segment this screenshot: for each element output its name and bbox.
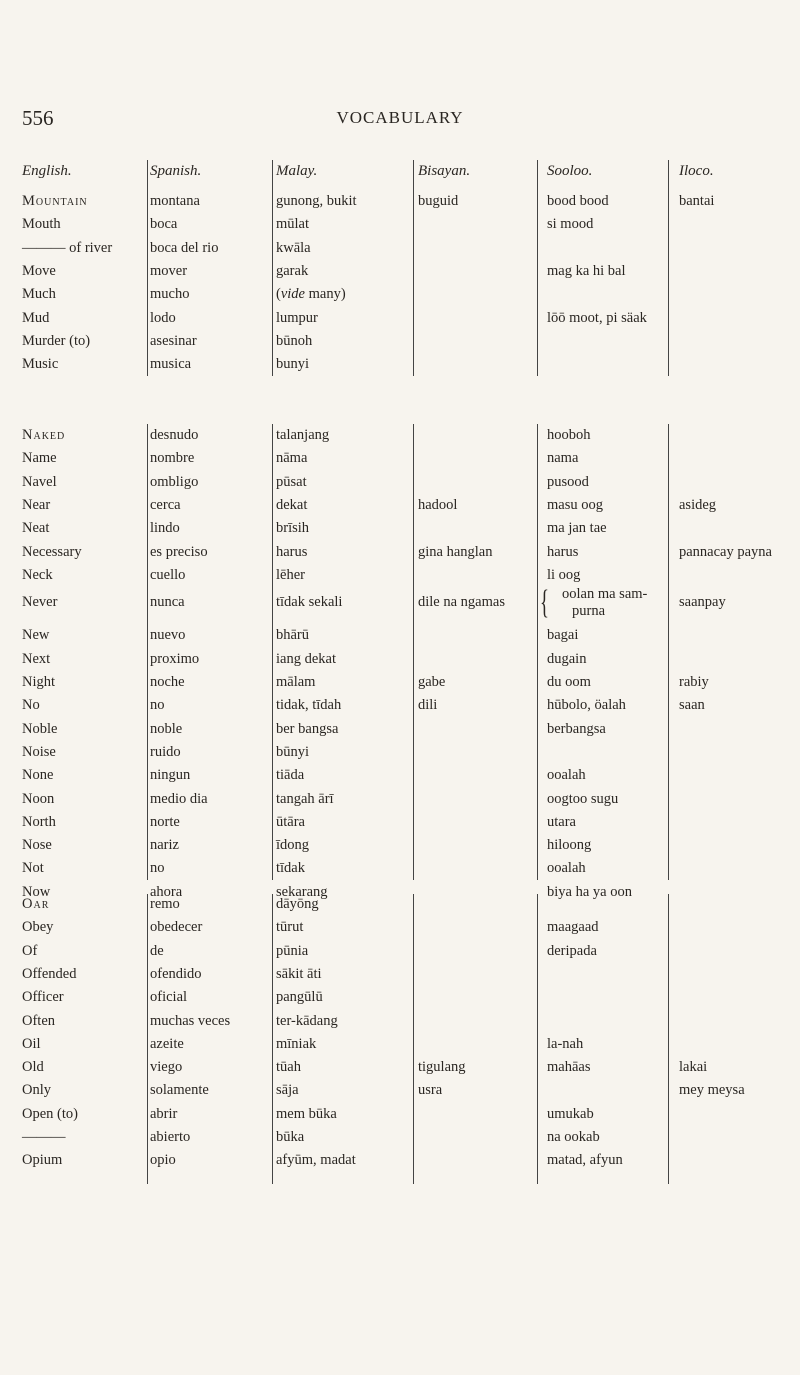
cell-sooloo: oolan ma sam- purna: [562, 586, 648, 620]
table-row: [0, 333, 800, 357]
cell-spanish: ningun: [150, 767, 191, 784]
cell-bisayan: dile na ngamas: [418, 594, 505, 611]
table-row: [0, 896, 800, 920]
cell-spanish: nariz: [150, 837, 179, 854]
cell-english: Now: [22, 883, 51, 900]
table-row: [0, 310, 800, 334]
cell-malay: tangah ārī: [276, 790, 334, 807]
cell-english: Music: [22, 356, 59, 373]
cell-iloco: lakai: [679, 1059, 708, 1076]
cell-sooloo: ooalah: [547, 860, 586, 877]
cell-spanish: oficial: [150, 989, 188, 1006]
cell-spanish: norte: [150, 813, 180, 830]
cell-english: Move: [22, 262, 56, 279]
cell-sooloo: hūbolo, öalah: [547, 697, 626, 714]
cell-english: Oil: [22, 1035, 41, 1052]
header-iloco: Iloco.: [679, 163, 714, 179]
cell-bisayan: gabe: [418, 674, 446, 690]
cell-malay: nāma: [276, 450, 308, 467]
cell-malay: lumpur: [276, 309, 318, 326]
cell-malay: iang dekat: [276, 650, 336, 667]
cell-bisayan: usra: [418, 1082, 443, 1099]
cell-english: ——— of river: [22, 239, 113, 256]
cell-spanish: desnudo: [150, 427, 199, 443]
cell-spanish: lindo: [150, 520, 180, 537]
cell-malay: dāyōng: [276, 896, 319, 912]
cell-english: Nose: [22, 837, 52, 854]
table-row: [0, 474, 800, 498]
cell-sooloo: oogtoo sugu: [547, 790, 619, 807]
table-row: [0, 627, 800, 651]
cell-english: Opium: [22, 1152, 63, 1169]
table-row: [0, 450, 800, 474]
table-row: [0, 674, 800, 698]
cell-spanish: abierto: [150, 1129, 191, 1145]
cell-iloco: saan: [679, 697, 705, 714]
cell-sooloo: hooboh: [547, 427, 591, 443]
cell-english: Much: [22, 286, 56, 303]
table-row: [0, 860, 800, 884]
table-row: [0, 814, 800, 838]
header-bisayan: Bisayan.: [418, 163, 471, 179]
table-row: [0, 1129, 800, 1153]
page-number: 556: [22, 106, 54, 130]
cell-english: Murder (to): [22, 332, 91, 349]
cell-bisayan: tigulang: [418, 1059, 466, 1076]
cell-sooloo: bagai: [547, 627, 579, 644]
table-row: [0, 943, 800, 967]
cell-malay: mūlat: [276, 216, 310, 233]
cell-malay: sākit āti: [276, 965, 322, 982]
cell-english: Old: [22, 1059, 44, 1076]
table-row: [0, 744, 800, 768]
cell-malay: talanjang: [276, 427, 330, 443]
table-row: [0, 1036, 800, 1060]
cell-spanish: boca: [150, 216, 178, 233]
cell-english: Often: [22, 1012, 56, 1029]
cell-spanish: noche: [150, 674, 185, 690]
table-row: [0, 1013, 800, 1037]
cell-malay: afyūm, madat: [276, 1152, 356, 1169]
table-row: [0, 356, 800, 380]
cell-malay: tīdak sekali: [276, 594, 343, 611]
cell-sooloo: bood bood: [547, 193, 609, 209]
table-row: [0, 1059, 800, 1083]
cell-english: New: [22, 627, 50, 644]
cell-spanish: no: [150, 697, 165, 714]
cell-english: Never: [22, 594, 58, 611]
cell-spanish: medio dia: [150, 790, 208, 807]
cell-spanish: lodo: [150, 309, 176, 326]
cell-english: ———: [22, 1129, 66, 1145]
cell-malay: tūrut: [276, 919, 304, 936]
cell-bisayan: hadool: [418, 496, 458, 513]
cell-english: Noon: [22, 790, 55, 807]
table-row: [0, 697, 800, 721]
cell-spanish: asesinar: [150, 332, 197, 349]
table-row: [0, 966, 800, 990]
cell-bisayan: buguid: [418, 193, 459, 209]
running-title: VOCABULARY: [336, 108, 464, 127]
cell-sooloo: harus: [547, 543, 579, 560]
cell-english: No: [22, 697, 40, 714]
table-row: [0, 263, 800, 287]
cell-english: Noble: [22, 720, 58, 737]
header-spanish: Spanish.: [150, 163, 202, 179]
table-row: [0, 586, 800, 620]
column-headers: [0, 163, 800, 187]
cell-sooloo: umukab: [547, 1105, 594, 1122]
table-row: [0, 286, 800, 310]
cell-english: Navel: [22, 473, 57, 490]
table-row: [0, 520, 800, 544]
cell-iloco: saanpay: [679, 594, 726, 611]
cell-spanish: nunca: [150, 594, 185, 611]
cell-english: Open (to): [22, 1105, 78, 1122]
cell-spanish: azeite: [150, 1035, 184, 1052]
cell-sooloo: du oom: [547, 674, 591, 690]
table-row: [0, 497, 800, 521]
cell-english: Of: [22, 942, 38, 959]
cell-english: Mud: [22, 309, 50, 326]
cell-english: Obey: [22, 919, 54, 936]
cell-malay: garak: [276, 262, 309, 279]
table-row: [0, 1106, 800, 1130]
cell-sooloo: biya ha ya oon: [547, 883, 632, 900]
cell-malay: ber bangsa: [276, 720, 339, 737]
cell-english: Only: [22, 1082, 51, 1099]
cell-iloco: rabiy: [679, 674, 709, 690]
table-row: [0, 989, 800, 1013]
cell-english: Neck: [22, 566, 53, 583]
cell-spanish: ofendido: [150, 965, 202, 982]
cell-iloco: asideg: [679, 496, 717, 513]
cell-english: Next: [22, 650, 51, 667]
cell-english: Offended: [22, 965, 77, 982]
table-row: [0, 193, 800, 217]
cell-english: Naked: [22, 427, 66, 443]
cell-iloco: pannacay payna: [679, 543, 772, 560]
cell-malay: mīniak: [276, 1035, 317, 1052]
cell-english: North: [22, 813, 56, 830]
cell-malay: tidak, tīdah: [276, 697, 342, 714]
cell-sooloo: berbangsa: [547, 720, 606, 737]
cell-sooloo: matad, afyun: [547, 1152, 623, 1169]
cell-english: Name: [22, 450, 57, 467]
cell-spanish: nombre: [150, 450, 195, 467]
table-row: [0, 919, 800, 943]
cell-malay: sekarang: [276, 883, 328, 900]
cell-malay: bunyi: [276, 356, 310, 373]
cell-spanish: viego: [150, 1059, 183, 1076]
cell-malay: pūsat: [276, 473, 307, 490]
cell-malay: bhārū: [276, 627, 310, 644]
cell-malay: harus: [276, 543, 308, 560]
cell-spanish: ombligo: [150, 473, 199, 490]
cell-spanish: de: [150, 942, 164, 959]
cell-english: Mountain: [22, 193, 88, 209]
cell-malay: būnoh: [276, 332, 313, 349]
cell-spanish: ahora: [150, 883, 183, 900]
cell-sooloo: pusood: [547, 473, 589, 490]
cell-iloco: bantai: [679, 193, 715, 209]
cell-spanish: obedecer: [150, 919, 203, 936]
cell-english: Necessary: [22, 543, 82, 560]
cell-sooloo: ooalah: [547, 767, 586, 784]
cell-malay: dekat: [276, 496, 308, 513]
cell-malay: mālam: [276, 674, 316, 690]
header-english: English.: [22, 163, 72, 179]
cell-english: None: [22, 767, 54, 784]
table-row: [0, 1082, 800, 1106]
cell-spanish: muchas veces: [150, 1012, 231, 1029]
cell-spanish: solamente: [150, 1082, 209, 1099]
brace-mark: {: [540, 584, 549, 621]
cell-sooloo: utara: [547, 813, 576, 830]
cell-sooloo: mag ka hi bal: [547, 262, 626, 279]
cell-spanish: musica: [150, 356, 192, 373]
table-row: [0, 544, 800, 568]
cell-spanish: opio: [150, 1152, 176, 1169]
cell-malay: pūnia: [276, 942, 309, 959]
cell-malay: būka: [276, 1129, 305, 1145]
cell-malay: gunong, bukit: [276, 193, 357, 209]
table-row: [0, 837, 800, 861]
table-row: [0, 767, 800, 791]
cell-sooloo: maagaad: [547, 919, 599, 936]
cell-spanish: proximo: [150, 650, 200, 667]
cell-spanish: cerca: [150, 496, 181, 513]
cell-spanish: montana: [150, 193, 200, 209]
cell-sooloo: si mood: [547, 216, 594, 233]
cell-spanish: cuello: [150, 566, 186, 583]
cell-english: Near: [22, 496, 51, 513]
cell-malay: īdong: [276, 837, 310, 854]
cell-malay: tūah: [276, 1059, 301, 1076]
cell-sooloo: dugain: [547, 650, 587, 667]
cell-sooloo: mahāas: [547, 1059, 591, 1076]
table-row: [0, 791, 800, 815]
cell-malay: brīsih: [276, 520, 310, 537]
cell-spanish: mucho: [150, 286, 190, 303]
cell-malay: (vide many): [276, 286, 346, 303]
cell-malay: tiāda: [276, 767, 305, 784]
cell-english: Neat: [22, 520, 50, 537]
cell-bisayan: dili: [418, 697, 438, 714]
cell-sooloo: hiloong: [547, 837, 592, 854]
cell-spanish: ruido: [150, 743, 181, 760]
cell-english: Mouth: [22, 216, 61, 233]
cell-spanish: es preciso: [150, 543, 208, 560]
cell-spanish: mover: [150, 262, 188, 279]
cell-sooloo: deripada: [547, 942, 597, 959]
cell-malay: pangūlū: [276, 989, 323, 1006]
cell-spanish: noble: [150, 720, 183, 737]
cell-malay: tīdak: [276, 860, 305, 877]
cell-sooloo: lōō moot, pi säak: [547, 309, 647, 326]
cell-malay: sāja: [276, 1082, 299, 1099]
cell-malay: ter-kādang: [276, 1012, 338, 1029]
cell-spanish: remo: [150, 896, 180, 912]
cell-bisayan: gina hanglan: [418, 543, 493, 560]
header-malay: Malay.: [276, 163, 318, 179]
cell-sooloo: masu oog: [547, 496, 603, 513]
cell-spanish: boca del rio: [150, 239, 219, 256]
cell-sooloo: li oog: [547, 566, 581, 583]
table-row: [0, 427, 800, 451]
table-row: [0, 721, 800, 745]
cell-english: Not: [22, 860, 44, 877]
table-row: [0, 567, 800, 591]
cell-malay: kwāla: [276, 239, 311, 256]
cell-english: Noise: [22, 743, 56, 760]
table-row: [0, 240, 800, 264]
cell-sooloo: na ookab: [547, 1129, 600, 1145]
cell-english: Officer: [22, 989, 64, 1006]
cell-english: Night: [22, 674, 56, 690]
cell-sooloo: ma jan tae: [547, 520, 607, 537]
cell-spanish: nuevo: [150, 627, 186, 644]
cell-iloco: mey meysa: [679, 1082, 745, 1099]
cell-spanish: abrir: [150, 1105, 178, 1122]
cell-malay: būnyi: [276, 743, 310, 760]
table-row: [0, 1152, 800, 1176]
cell-sooloo: nama: [547, 450, 579, 467]
cell-sooloo: la-nah: [547, 1035, 584, 1052]
table-row: [0, 651, 800, 675]
cell-malay: mem būka: [276, 1105, 337, 1122]
table-row: [0, 216, 800, 240]
cell-english: Oar: [22, 896, 50, 912]
cell-malay: lēher: [276, 566, 305, 583]
cell-malay: ūtāra: [276, 813, 305, 830]
cell-spanish: no: [150, 860, 165, 877]
header-sooloo: Sooloo.: [547, 163, 593, 179]
